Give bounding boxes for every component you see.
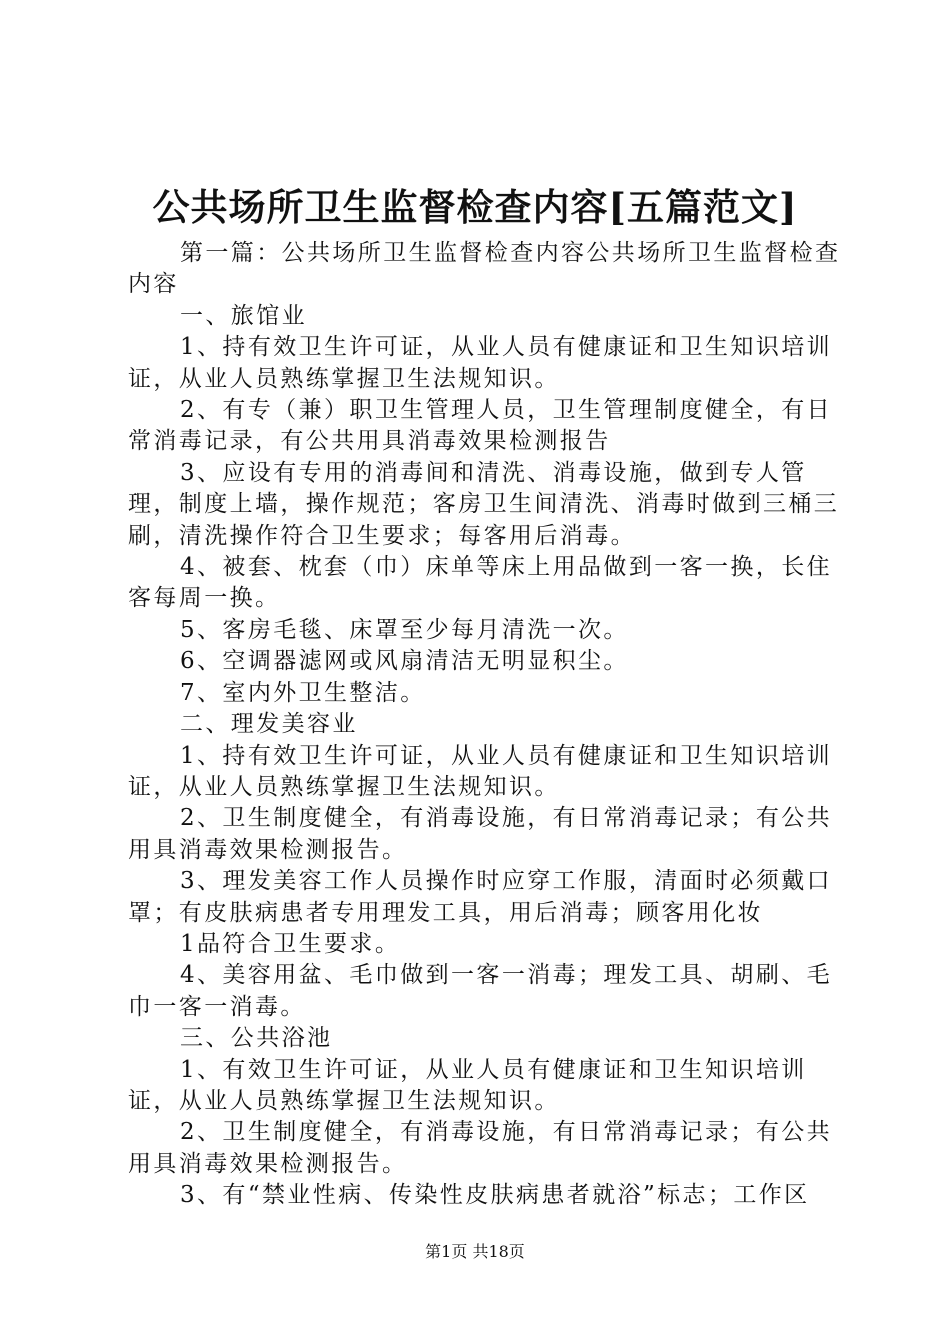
paragraph: 3、理发美容工作人员操作时应穿工作服，清面时必须戴口罩；有皮肤病患者专用理发工具，用后消毒；顾客用化妆 [128,868,833,926]
section-heading-salon: 二、理发美容业 [180,711,358,738]
page-number-footer: 第1页 共18页 [425,1242,525,1261]
section-heading-bath: 三、公共浴池 [180,1025,333,1052]
paragraph: 4、被套、枕套（巾）床单等床上用品做到一客一换，长住客每周一换。 [128,554,833,612]
paragraph: 3、有“禁业性病、传染性皮肤病患者就浴”标志；工作区 [180,1182,810,1209]
paragraph: 1、持有效卫生许可证，从业人员有健康证和卫生知识培训证，从业人员熟练掌握卫生法规知识。 [128,742,833,800]
paragraph: 1品符合卫生要求。 [180,930,401,957]
paragraph: 1、持有效卫生许可证，从业人员有健康证和卫生知识培训证，从业人员熟练掌握卫生法规知识。 [128,334,833,392]
paragraph-heading-part1: 第一篇：公共场所卫生监督检查内容公共场所卫生监督检查内容 [128,240,841,298]
paragraph: 2、卫生制度健全，有消毒设施，有日常消毒记录；有公共用具消毒效果检测报告。 [128,1119,833,1177]
document-title: 公共场所卫生监督检查内容[五篇范文] [152,185,798,229]
paragraph: 7、室内外卫生整洁。 [180,679,426,706]
paragraph: 3、应设有专用的消毒间和清洗、消毒设施，做到专人管理，制度上墙，操作规范；客房卫生间清洗、消毒时做到三桶三刷，清洗操作符合卫生要求；每客用后消毒。 [128,459,840,549]
paragraph: 4、美容用盆、毛巾做到一客一消毒；理发工具、胡刷、毛巾一客一消毒。 [128,962,833,1020]
paragraph: 1、有效卫生许可证，从业人员有健康证和卫生知识培训证，从业人员熟练掌握卫生法规知识。 [128,1056,807,1114]
paragraph: 2、有专（兼）职卫生管理人员，卫生管理制度健全，有日常消毒记录，有公共用具消毒效果检测报告 [128,397,833,455]
paragraph: 2、卫生制度健全，有消毒设施，有日常消毒记录；有公共用具消毒效果检测报告。 [128,805,833,863]
document-body [128,238,844,1212]
paragraph: 6、空调器滤网或风扇清洁无明显积尘。 [180,648,629,675]
section-heading-hotel: 一、旅馆业 [180,302,307,329]
paragraph: 5、客房毛毯、床罩至少每月清洗一次。 [180,616,629,643]
